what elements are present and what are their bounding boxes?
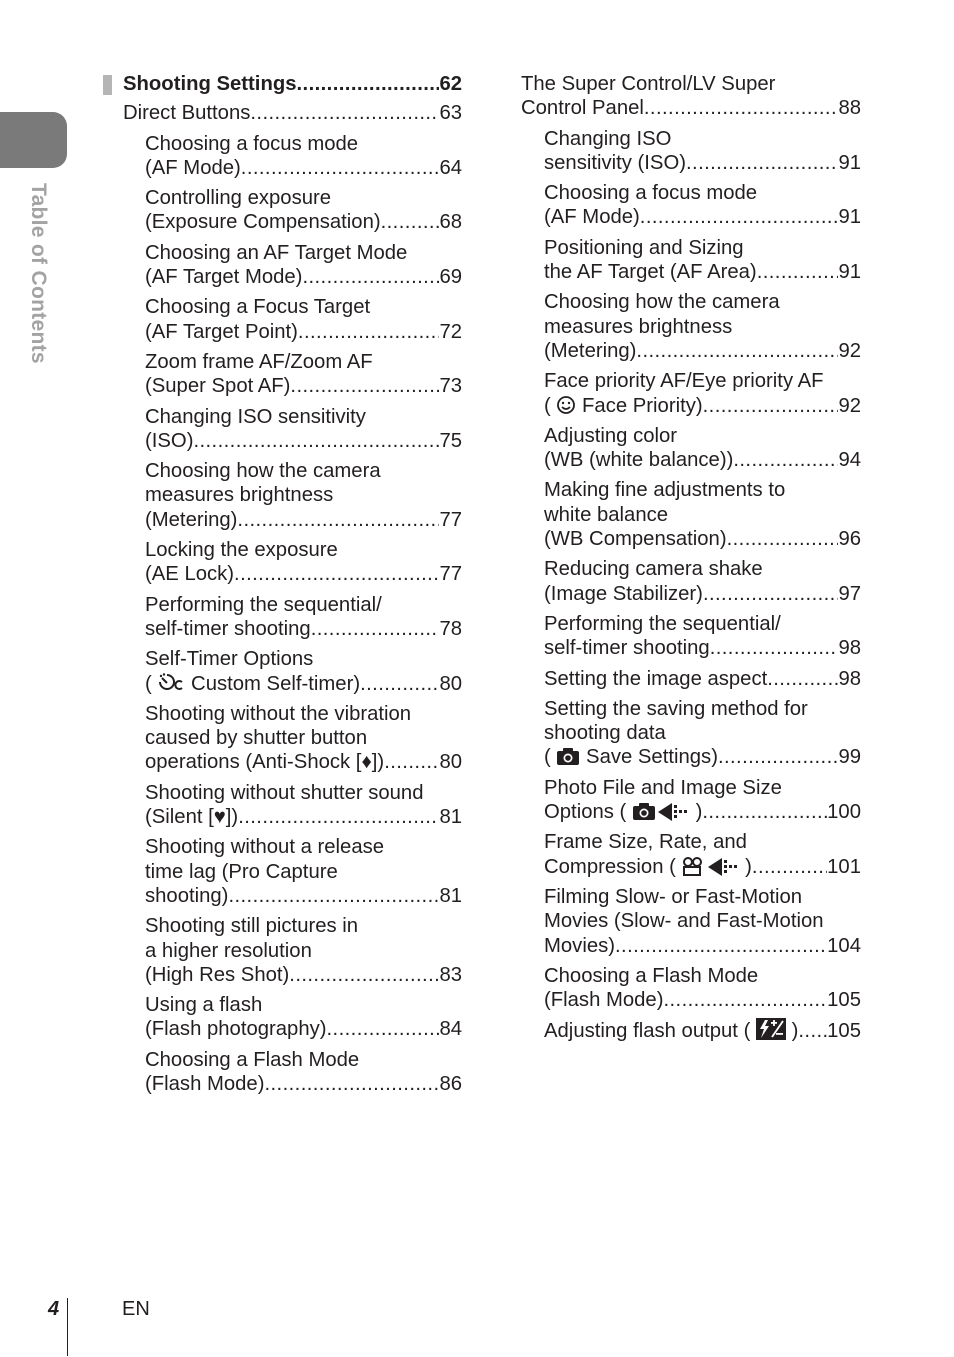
dot-leader <box>290 374 439 398</box>
toc-entry-text: Options ( <box>544 801 627 824</box>
toc-entry-title <box>544 855 752 879</box>
toc-entry-line: Choosing a Flash Mode <box>544 964 759 987</box>
toc-entry-title <box>145 374 290 398</box>
page-number: 4 <box>48 1298 60 1320</box>
toc-entry-title <box>145 1072 264 1096</box>
dot-leader <box>264 1072 439 1096</box>
toc-entry-title <box>544 934 615 958</box>
toc-entry[interactable] <box>521 964 861 1013</box>
dot-leader <box>289 963 439 987</box>
section-marker <box>103 75 112 95</box>
toc-entry-line: The Super Control/LV Super <box>521 73 776 95</box>
language-label: EN <box>122 1298 150 1320</box>
toc-entry-title <box>145 963 289 987</box>
dot-leader <box>297 72 440 96</box>
page-reference: 97 <box>838 582 861 605</box>
dot-leader <box>686 151 838 175</box>
toc-entry-title <box>521 96 644 120</box>
toc-entry-line: Movies (Slow- and Fast-Motion <box>544 910 824 933</box>
toc-entry-line: Zoom frame AF/Zoom AF <box>145 350 373 373</box>
dot-leader <box>384 750 439 774</box>
toc-entry-text: (Exposure Compensation) <box>145 211 381 234</box>
face-priority-icon <box>551 395 582 417</box>
toc-entry[interactable] <box>100 702 462 775</box>
dot-leader <box>663 988 827 1012</box>
toc-entry-text: (Metering) <box>145 508 238 531</box>
dot-leader <box>752 855 827 879</box>
page-reference: 72 <box>439 320 462 343</box>
toc-entry-line: Face priority AF/Eye priority AF <box>544 370 824 393</box>
toc-entry-line: Controlling exposure <box>145 187 332 210</box>
toc-entry-title <box>544 800 702 824</box>
toc-entry-title <box>145 617 311 641</box>
toc-entry[interactable] <box>521 478 861 551</box>
toc-entry[interactable] <box>521 830 861 879</box>
toc-entry[interactable] <box>100 350 462 399</box>
page-reference: 63 <box>439 102 462 125</box>
toc-entry-text: self-timer shooting <box>544 637 710 660</box>
toc-entry-text: (WB Compensation) <box>544 528 727 551</box>
toc-entry-title <box>145 429 193 453</box>
side-tab-label: Table of Contents <box>27 183 50 364</box>
page-reference: 77 <box>439 563 462 586</box>
toc-entry-text: (Metering) <box>544 339 637 362</box>
page-reference: 78 <box>439 617 462 640</box>
toc-entry-text: (Flash Mode) <box>544 989 664 1012</box>
toc-entry[interactable] <box>100 835 462 908</box>
dot-leader <box>360 672 439 696</box>
toc-entry-text: ) <box>791 1020 799 1043</box>
toc-entry[interactable] <box>521 1018 861 1043</box>
toc-entry-title <box>544 527 727 551</box>
toc-column-left <box>100 72 462 1102</box>
page-reference: 88 <box>838 97 861 120</box>
toc-entry-line: Choosing a Flash Mode <box>145 1048 360 1071</box>
toc-entry[interactable] <box>521 181 861 230</box>
dot-leader <box>757 260 839 284</box>
dot-leader <box>798 1019 827 1043</box>
toc-entry-text: Face Priority) <box>582 394 703 417</box>
page-reference: 105 <box>827 989 861 1012</box>
page-reference: 86 <box>439 1072 462 1095</box>
toc-entry-text: (High Res Shot) <box>145 963 290 986</box>
toc-entry-line: Locking the exposure <box>145 539 338 562</box>
dot-leader <box>298 320 440 344</box>
toc-entry-line: Shooting without shutter sound <box>145 781 424 804</box>
toc-entry-line: Performing the sequential/ <box>145 593 382 616</box>
dot-leader <box>238 805 439 829</box>
toc-entry-text: (WB (white balance)) <box>544 449 734 472</box>
toc-entry[interactable] <box>100 405 462 454</box>
toc-entry[interactable] <box>521 776 861 825</box>
toc-entry-line: Shooting without the vibration <box>145 702 412 725</box>
page-reference: 81 <box>439 884 462 907</box>
page-footer <box>48 1298 150 1321</box>
toc-entry-text: ( <box>544 746 551 769</box>
page-reference: 100 <box>827 801 861 824</box>
dot-leader <box>710 636 839 660</box>
toc-entry-line: a higher resolution <box>145 939 312 962</box>
toc-entry-title <box>145 672 360 696</box>
dot-leader <box>327 1017 440 1041</box>
toc-entry[interactable] <box>521 290 861 363</box>
page-reference: 81 <box>439 806 462 829</box>
dot-leader <box>311 617 440 641</box>
toc-entry[interactable] <box>100 538 462 587</box>
toc-entry-text: ) <box>745 855 752 878</box>
toc-entry[interactable] <box>521 369 861 418</box>
toc-entry-text: (AF Target Point) <box>145 320 298 343</box>
toc-entry-line: Shooting still pictures in <box>145 915 359 938</box>
toc-entry[interactable] <box>521 127 861 176</box>
toc-entry-text: Setting the image aspect <box>544 667 768 690</box>
toc-column-right <box>521 72 861 1050</box>
toc-entry[interactable] <box>521 557 861 606</box>
toc-entry-line: Using a flash <box>145 994 263 1017</box>
toc-entry-line: Shooting without a release <box>145 836 385 859</box>
dot-leader <box>250 101 439 125</box>
toc-entry[interactable] <box>521 72 861 121</box>
toc-entry-title <box>145 884 228 908</box>
dot-leader <box>234 562 439 586</box>
page-reference: 98 <box>838 637 861 660</box>
dot-leader <box>644 96 839 120</box>
toc-entry-title <box>544 394 703 418</box>
page-reference: 80 <box>439 672 462 695</box>
toc-entry-title <box>544 448 733 472</box>
toc-entry[interactable] <box>100 459 462 532</box>
toc-entry-line: Positioning and Sizing <box>544 236 744 259</box>
toc-entry-text: (Image Stabilizer) <box>544 582 703 605</box>
toc-entry-line: Changing ISO <box>544 127 672 150</box>
dot-leader <box>381 210 440 234</box>
toc-entry[interactable] <box>100 186 462 235</box>
toc-entry[interactable] <box>521 885 861 958</box>
page-reference: 75 <box>439 429 462 452</box>
toc-entry-title <box>544 745 718 769</box>
flash-compensation-icon <box>750 1020 791 1042</box>
toc-entry[interactable] <box>100 781 462 830</box>
toc-entry-text: self-timer shooting <box>145 617 311 640</box>
toc-entry-line: white balance <box>544 503 669 526</box>
dot-leader <box>733 448 838 472</box>
page-reference: 69 <box>439 266 462 289</box>
toc-entry-title <box>145 750 384 774</box>
toc-entry-text: Compression ( <box>544 855 676 878</box>
toc-entry-text: (Flash photography) <box>145 1018 327 1041</box>
toc-entry[interactable] <box>100 241 462 290</box>
page-reference: 101 <box>827 855 861 878</box>
toc-entry-text: Custom Self-timer) <box>191 672 361 695</box>
toc-entry-title <box>544 339 636 363</box>
page-reference: 92 <box>838 394 861 417</box>
toc-entry-line: Setting the saving method for <box>544 697 808 720</box>
dot-leader <box>718 745 838 769</box>
toc-entry-title <box>145 1017 327 1041</box>
toc-entry-line: Choosing how the camera <box>544 291 780 314</box>
dot-leader <box>703 582 839 606</box>
page-reference: 98 <box>838 667 861 690</box>
toc-entry-title <box>544 667 767 691</box>
toc-entry-line: Reducing camera shake <box>544 558 763 581</box>
page-reference: 64 <box>439 156 462 179</box>
toc-entry-title <box>544 636 710 660</box>
dot-leader <box>193 429 439 453</box>
toc-entry-line: measures brightness <box>145 484 334 507</box>
toc-entry-title <box>145 508 237 532</box>
toc-entry-line: Adjusting color <box>544 424 678 447</box>
toc-entry-text: Control Panel <box>521 97 644 120</box>
toc-entry[interactable] <box>100 914 462 987</box>
toc-entry-text: Movies) <box>544 934 615 957</box>
toc-entry-text: shooting) <box>145 884 229 907</box>
toc-entry-line: Choosing a Focus Target <box>145 296 371 319</box>
toc-entry-text: the AF Target (AF Area) <box>544 261 757 284</box>
toc-entry-text: ( <box>145 672 152 695</box>
movie-quality-icon <box>676 856 745 878</box>
toc-entry-title <box>145 562 234 586</box>
toc-entry-line: time lag (Pro Capture <box>145 860 338 883</box>
footer-divider <box>67 1298 68 1356</box>
page-reference: 105 <box>827 1020 861 1043</box>
toc-entry-title <box>544 205 640 229</box>
page-reference: 80 <box>439 751 462 774</box>
toc-entry-text: ) <box>695 801 703 824</box>
custom-self-timer-icon <box>152 673 191 695</box>
page-reference: 104 <box>827 934 861 957</box>
toc-entry[interactable] <box>100 1048 462 1097</box>
dot-leader <box>302 265 439 289</box>
toc-entry-title <box>145 320 298 344</box>
toc-entry-text: (Silent [♥]) <box>145 806 239 829</box>
page-reference: 91 <box>838 151 861 174</box>
toc-entry-line: Changing ISO sensitivity <box>145 405 366 428</box>
page-reference: 92 <box>838 339 861 362</box>
dot-leader <box>703 394 839 418</box>
page-reference: 91 <box>838 261 861 284</box>
toc-entry-text: (AF Mode) <box>544 206 640 229</box>
toc-entry-line: Performing the sequential/ <box>544 612 781 635</box>
side-tab <box>0 112 67 168</box>
dot-leader <box>228 884 439 908</box>
toc-entry-line: Choosing a focus mode <box>544 182 758 205</box>
dot-leader <box>702 800 827 824</box>
toc-entry-text: Shooting Settings <box>123 73 297 95</box>
dot-leader <box>237 508 439 532</box>
toc-entry[interactable] <box>100 132 462 181</box>
toc-entry-title <box>123 101 250 125</box>
toc-entry-line: Self-Timer Options <box>145 648 314 671</box>
page-reference: 99 <box>838 746 861 769</box>
toc-entry-line: measures brightness <box>544 315 733 338</box>
toc-entry-text: Direct Buttons <box>123 102 251 125</box>
toc-entry[interactable] <box>100 993 462 1042</box>
dot-leader <box>640 205 839 229</box>
toc-entry-text: (ISO) <box>145 429 194 452</box>
toc-entry[interactable] <box>100 647 462 696</box>
toc-entry-title <box>123 72 297 96</box>
toc-entry-text: Adjusting flash output ( <box>544 1020 751 1043</box>
toc-entry-line: Photo File and Image Size <box>544 776 782 799</box>
toc-entry[interactable] <box>521 236 861 285</box>
dot-leader <box>241 156 440 180</box>
toc-entry-line: Filming Slow- or Fast-Motion <box>544 885 803 908</box>
toc-entry-line: caused by shutter button <box>145 727 368 750</box>
toc-entry[interactable] <box>521 667 861 691</box>
toc-entry-text: (AE Lock) <box>145 563 235 586</box>
toc-entry[interactable] <box>521 424 861 473</box>
page-reference: 77 <box>439 508 462 531</box>
toc-entry-line: shooting data <box>544 722 666 745</box>
toc-entry-line: Frame Size, Rate, and <box>544 831 747 854</box>
toc-entry[interactable] <box>100 101 462 125</box>
toc-entry-title <box>544 151 686 175</box>
toc-entry-title <box>145 805 238 829</box>
toc-entry-text: ( <box>544 394 551 417</box>
toc-entry-text: (AF Target Mode) <box>145 266 303 289</box>
page-reference: 84 <box>439 1018 462 1041</box>
toc-entry-text: (Flash Mode) <box>145 1072 265 1095</box>
toc-entry-text: operations (Anti-Shock [♦]) <box>145 751 385 774</box>
page-reference: 96 <box>838 528 861 551</box>
toc-entry-title <box>544 582 703 606</box>
toc-entry[interactable] <box>521 697 861 770</box>
camera-quality-icon <box>626 801 695 823</box>
page-reference: 73 <box>439 375 462 398</box>
toc-entry-line: Choosing a focus mode <box>145 132 359 155</box>
toc-entry-title <box>544 260 757 284</box>
toc-entry-text: sensitivity (ISO) <box>544 151 686 174</box>
dot-leader <box>727 527 839 551</box>
dot-leader <box>767 667 838 691</box>
toc-entry-title <box>544 1018 798 1043</box>
toc-entry[interactable] <box>521 612 861 661</box>
dot-leader <box>636 339 838 363</box>
toc-entry-text: (AF Mode) <box>145 156 241 179</box>
page-reference: 68 <box>439 211 462 234</box>
toc-entry[interactable] <box>100 593 462 642</box>
toc-entry-line: Choosing how the camera <box>145 460 381 483</box>
toc-entry[interactable] <box>100 295 462 344</box>
toc-entry-text: (Super Spot AF) <box>145 375 291 398</box>
page-reference: 91 <box>838 206 861 229</box>
page-reference: 62 <box>439 73 462 95</box>
toc-entry-text: Save Settings) <box>586 746 718 769</box>
toc-entry-line: Making fine adjustments to <box>544 479 786 502</box>
toc-section-heading[interactable] <box>100 72 462 96</box>
page-reference: 83 <box>439 963 462 986</box>
toc-entry-title <box>145 156 241 180</box>
toc-entry-title <box>544 988 663 1012</box>
dot-leader <box>615 934 827 958</box>
page-reference: 94 <box>838 449 861 472</box>
camera-icon <box>551 746 586 768</box>
toc-entry-title <box>145 265 302 289</box>
toc-entry-line: Choosing an AF Target Mode <box>145 241 408 264</box>
toc-entry-title <box>145 210 381 234</box>
